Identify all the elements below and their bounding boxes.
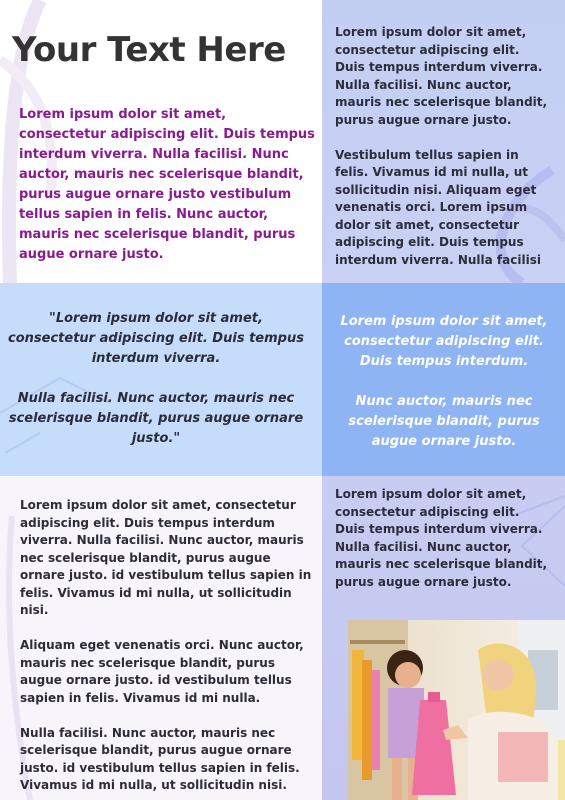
bottom-left-paragraph-2: Aliquam eget venenatis orci. Nunc auctor, mauris nec scelerisque blandit, purus augue ornare justo. id vestibulum tellus sapien in felis. Vivamus id mi nulla. bbox=[20, 638, 304, 705]
pull-quote-right bbox=[334, 312, 554, 472]
pull-quote-left bbox=[8, 309, 304, 469]
intro-paragraph: Lorem ipsum dolor sit amet, consectetur adipiscing elit. Duis tempus interdum viverra. Nulla facilisi. Nunc auctor, mauris nec scelerisque blandit, purus augue ornare justo vestibulum tellus sapien in felis. Nunc auctor, mauris nec scelerisque blandit, purus augue ornare justo. bbox=[19, 107, 315, 262]
bottom-right-paragraph-1: Lorem ipsum dolor sit amet, consectetur adipiscing elit. Duis tempus interdum viverra. Nulla facilisi. Nunc auctor, mauris nec scelerisque blandit, purus augue ornare justo. bbox=[335, 487, 548, 589]
bottom-left-panel bbox=[0, 476, 322, 800]
pull-quote-left-line-1: "Lorem ipsum dolor sit amet, consectetur adipiscing elit. Duis tempus interdum viverra. bbox=[8, 311, 304, 366]
pull-quote-right-line-2: Nunc auctor, mauris nec scelerisque blandit, purus augue ornare justo. bbox=[348, 394, 540, 449]
bottom-left-paragraph-1: Lorem ipsum dolor sit amet, consectetur adipiscing elit. Duis tempus interdum viverra. Nulla facilisi. Nunc auctor, mauris nec scelerisque blandit, purus augue ornare justo. id vestibulum tellus sapien in felis. Vivamus id mi nulla, ut sollicitudin nisi. bbox=[20, 498, 312, 617]
mother-daughter-shopping-photo bbox=[348, 620, 565, 800]
mother-and-daughter-shopping-photo-icon bbox=[348, 620, 565, 800]
bottom-left-text bbox=[20, 497, 316, 800]
quote-left-panel bbox=[0, 283, 322, 476]
bottom-left-paragraph-3: Nulla facilisi. Nunc auctor, mauris nec scelerisque blandit, purus augue ornare justo. id vestibulum tellus sapien in felis. Vivamus id mi nulla, ut sollicitudin nisi. bbox=[20, 725, 300, 792]
top-left-panel bbox=[0, 0, 322, 283]
quote-right-panel bbox=[322, 283, 565, 476]
top-right-panel bbox=[322, 0, 565, 283]
pull-quote-left-line-2: Nulla facilisi. Nunc auctor, mauris nec scelerisque blandit, purus augue ornare justo." bbox=[8, 391, 304, 446]
pull-quote-right-line-1: Lorem ipsum dolor sit amet, consectetur adipiscing elit. Duis tempus interdum. bbox=[340, 314, 548, 369]
top-right-text bbox=[335, 24, 553, 283]
page-title: Your Text Here bbox=[12, 30, 286, 70]
top-right-paragraph-1: Lorem ipsum dolor sit amet, consectetur adipiscing elit. Duis tempus interdum viverra. Nulla facilisi. Nunc auctor, mauris nec scelerisque blandit, purus augue ornare justo. bbox=[335, 25, 548, 127]
bottom-right-text bbox=[335, 486, 553, 609]
top-right-paragraph-2: Vestibulum tellus sapien in felis. Vivamus id mi nulla, ut sollicitudin nisi. Aliquam eget venenatis orci. Lorem ipsum dolor sit amet, consectetur adipiscing elit. Duis tempus interdum viverra. Nulla facilisi bbox=[335, 147, 541, 267]
